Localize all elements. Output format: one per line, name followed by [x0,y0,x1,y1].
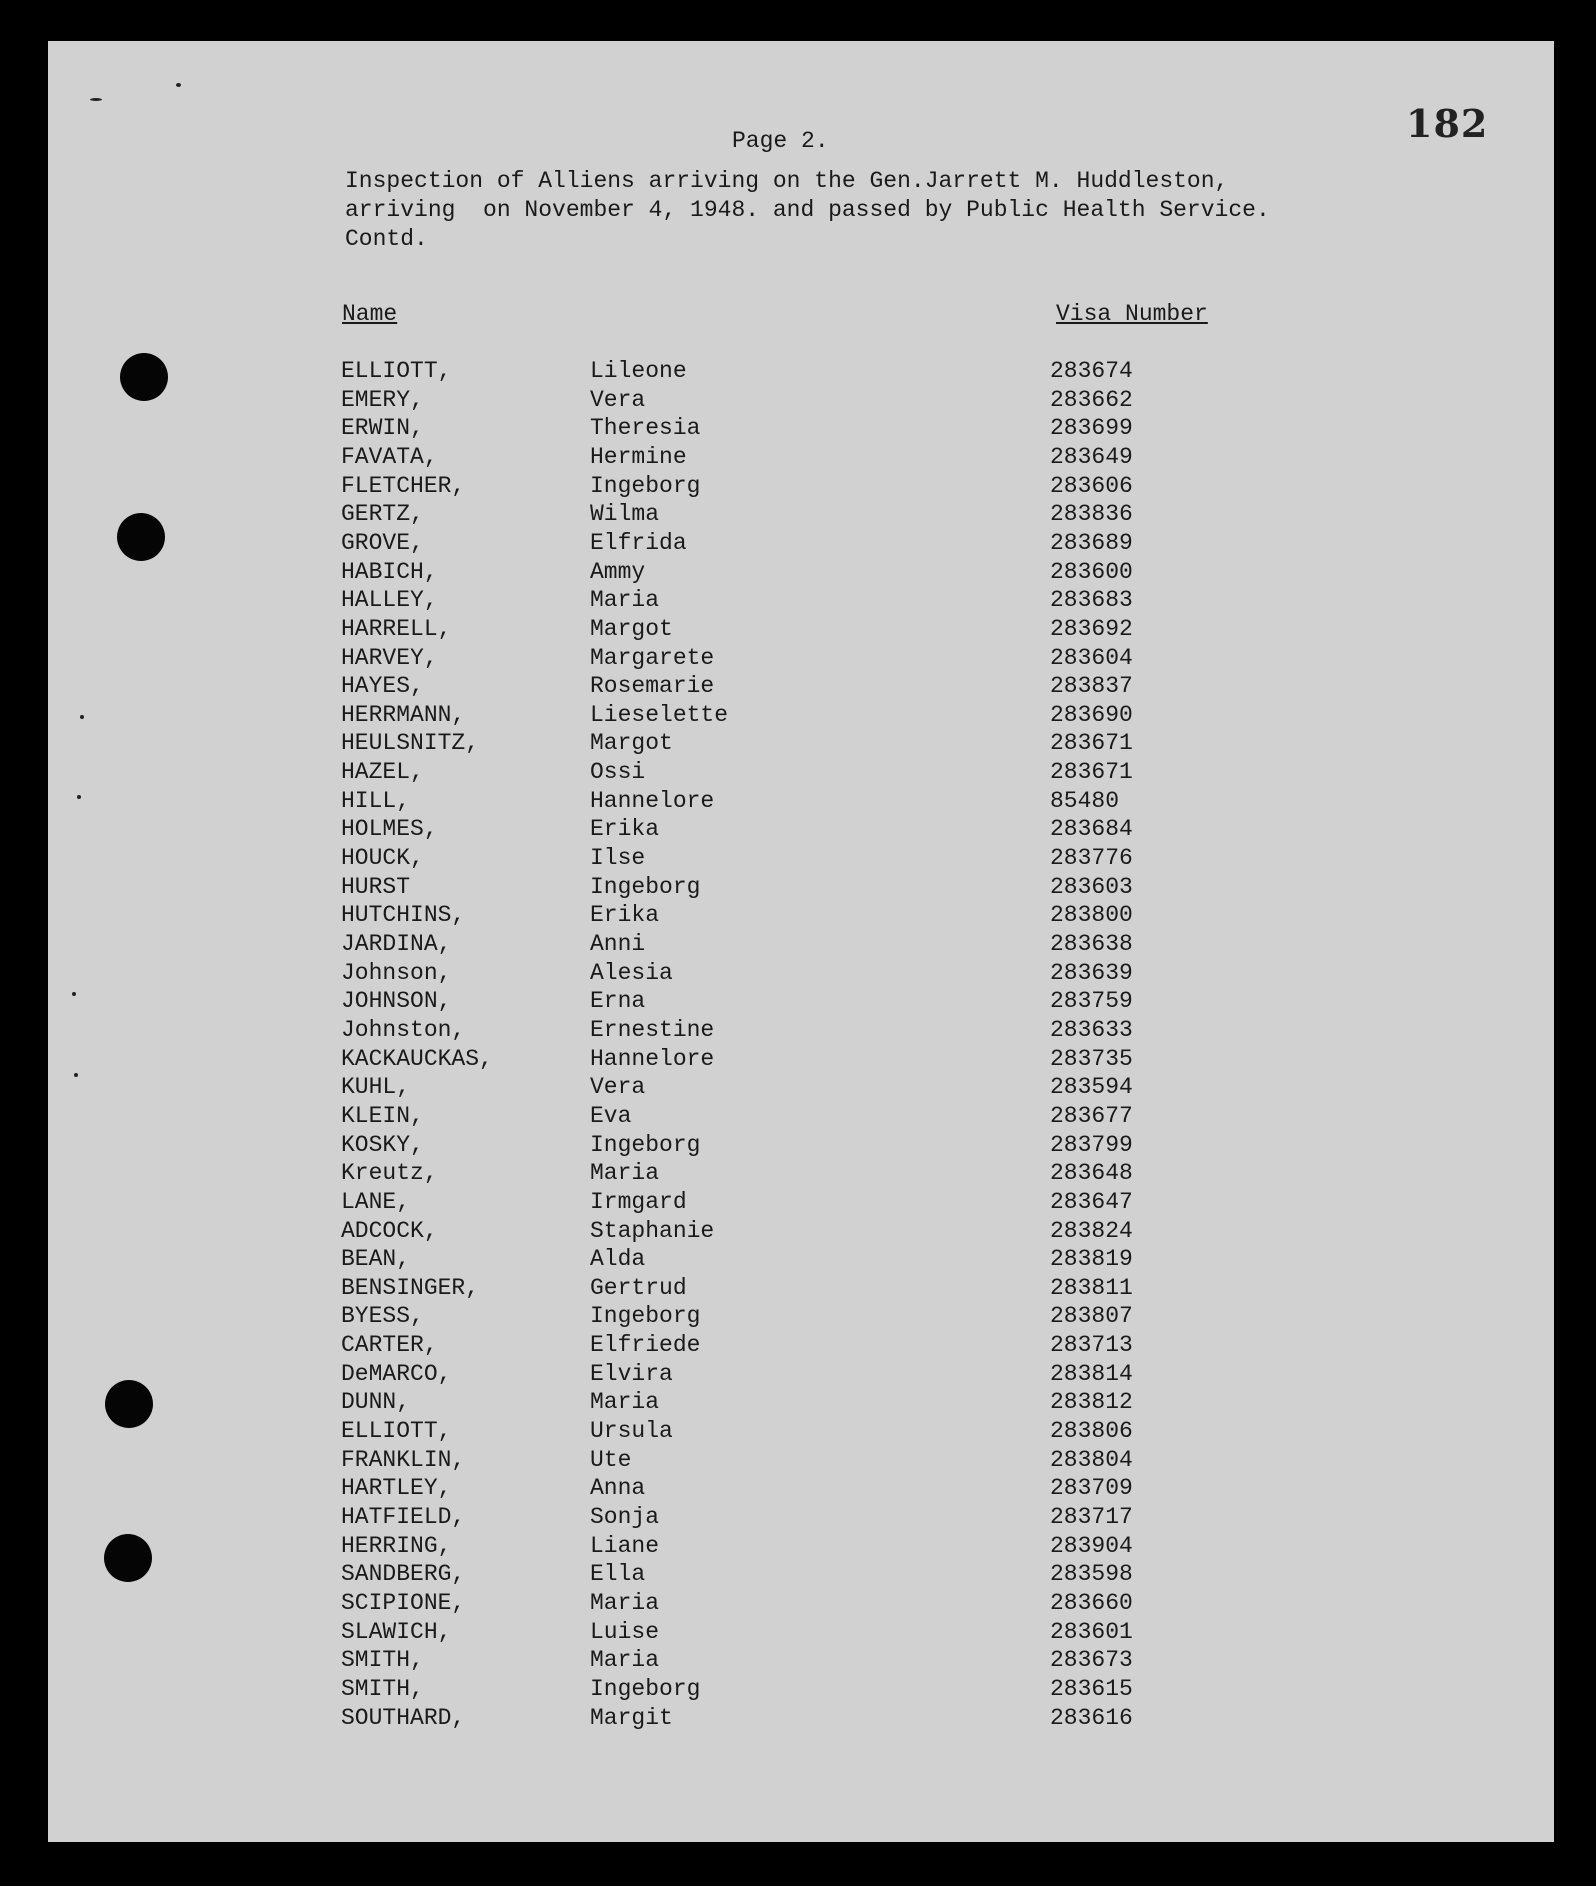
surname-cell: HERRING, [341,1532,452,1559]
given-name-cell: Margarete [590,644,715,671]
visa-number-cell: 283633 [1050,1016,1133,1043]
document-heading [345,167,1270,254]
surname-cell: Johnston, [341,1016,466,1043]
list-item [48,1159,1548,1187]
surname-cell: LANE, [341,1188,411,1215]
list-item [48,1503,1548,1531]
given-name-cell: Anni [590,931,646,957]
list-item [48,386,1548,414]
surname-cell: HARVEY, [341,644,438,671]
surname-cell: KOSKY, [341,1131,424,1158]
list-item [48,472,1548,500]
heading-line: arriving on November 4, 1948. and passed by Public Health Service. [345,197,1270,223]
page-label: Page 2. [732,128,829,154]
given-name-cell: Anna [590,1475,646,1502]
list-item [48,873,1548,901]
given-name-cell: Lileone [590,358,687,384]
list-item [48,1446,1548,1474]
surname-cell: HOUCK, [341,845,424,872]
given-name-cell: Maria [590,1389,660,1416]
list-item [48,1560,1548,1588]
given-name-cell: Margot [590,730,673,757]
visa-number-cell: 283639 [1050,959,1133,986]
given-name-cell: Erika [590,902,660,929]
surname-cell: ELLIOTT, [341,1418,452,1445]
visa-number-cell: 283677 [1050,1102,1133,1129]
surname-cell: EMERY, [341,386,424,413]
visa-number-cell: 283638 [1050,931,1133,957]
list-item [48,500,1548,528]
surname-cell: KACKAUCKAS, [341,1045,493,1072]
list-item [48,1532,1548,1560]
list-item [48,787,1548,815]
list-item [48,558,1548,586]
given-name-cell: Elvira [590,1360,673,1387]
list-item [48,529,1548,557]
surname-cell: GROVE, [341,529,424,556]
visa-number-cell: 283689 [1050,529,1133,556]
list-item [48,901,1548,929]
surname-cell: HILL, [341,787,411,814]
list-item [48,1646,1548,1674]
visa-number-cell: 283647 [1050,1188,1133,1215]
list-item [48,357,1548,385]
visa-number-cell: 283807 [1050,1303,1133,1330]
visa-number-cell: 283759 [1050,988,1133,1015]
given-name-cell: Lieselette [590,701,729,728]
list-item [48,1131,1548,1159]
ink-speck [176,83,181,87]
surname-cell: FRANKLIN, [341,1446,466,1473]
surname-cell: HUTCHINS, [341,902,466,929]
list-item [48,1274,1548,1302]
list-item [48,1016,1548,1044]
visa-number-cell: 283606 [1050,472,1133,499]
given-name-cell: Margit [590,1704,673,1731]
list-item [48,586,1548,614]
surname-cell: HALLEY, [341,587,438,614]
list-item [48,729,1548,757]
folio-number: 182 [1406,101,1489,146]
list-item [48,1302,1548,1330]
surname-cell: SLAWICH, [341,1618,452,1645]
given-name-cell: Ingeborg [590,1675,701,1702]
given-name-cell: Ursula [590,1418,673,1445]
visa-number-cell: 283615 [1050,1675,1133,1702]
visa-number-cell: 283735 [1050,1045,1133,1072]
visa-number-cell: 283836 [1050,501,1133,528]
visa-number-cell: 283671 [1050,759,1133,786]
visa-number-cell: 283684 [1050,816,1133,843]
visa-number-cell: 283662 [1050,386,1133,413]
visa-number-cell: 283709 [1050,1475,1133,1502]
visa-number-cell: 283814 [1050,1360,1133,1387]
list-item [48,1360,1548,1388]
given-name-cell: Erna [590,988,646,1015]
visa-number-cell: 283806 [1050,1418,1133,1445]
ink-speck [90,98,102,101]
surname-cell: DeMARCO, [341,1360,452,1387]
list-item [48,1245,1548,1273]
given-name-cell: Ammy [590,558,646,585]
surname-cell: HOLMES, [341,816,438,843]
visa-number-cell: 283837 [1050,673,1133,700]
given-name-cell: Hannelore [590,1045,715,1072]
surname-cell: HABICH, [341,558,438,585]
surname-cell: HURST [341,873,411,900]
visa-number-cell: 283601 [1050,1618,1133,1645]
given-name-cell: Ute [590,1446,632,1473]
surname-cell: SANDBERG, [341,1561,466,1588]
visa-number-cell: 283671 [1050,730,1133,757]
surname-cell: KUHL, [341,1074,411,1101]
list-item [48,644,1548,672]
surname-cell: HEULSNITZ, [341,730,480,757]
given-name-cell: Irmgard [590,1188,687,1215]
list-item [48,672,1548,700]
surname-cell: Johnson, [341,959,452,986]
visa-number-cell: 283699 [1050,415,1133,442]
visa-number-cell: 283598 [1050,1561,1133,1588]
heading-line: Contd. [345,226,428,252]
given-name-cell: Elfrida [590,529,687,556]
list-item [48,443,1548,471]
list-item [48,758,1548,786]
list-item [48,1474,1548,1502]
given-name-cell: Alda [590,1246,646,1273]
visa-number-cell: 283692 [1050,615,1133,642]
given-name-cell: Maria [590,587,660,614]
surname-cell: SMITH, [341,1647,424,1674]
visa-number-cell: 283811 [1050,1274,1133,1301]
given-name-cell: Luise [590,1618,660,1645]
surname-cell: HARRELL, [341,615,452,642]
visa-number-cell: 283717 [1050,1504,1133,1530]
visa-number-cell: 283603 [1050,873,1133,900]
list-item [48,1217,1548,1245]
given-name-cell: Ingeborg [590,1303,701,1330]
visa-number-cell: 283776 [1050,845,1133,872]
given-name-cell: Ernestine [590,1016,715,1043]
list-item [48,1073,1548,1101]
visa-number-cell: 283683 [1050,587,1133,614]
given-name-cell: Hermine [590,443,687,470]
given-name-cell: Ingeborg [590,873,701,900]
list-item [48,930,1548,958]
given-name-cell: Sonja [590,1504,660,1530]
given-name-cell: Ossi [590,759,646,786]
surname-cell: HARTLEY, [341,1475,452,1502]
list-item [48,615,1548,643]
list-item [48,414,1548,442]
given-name-cell: Gertrud [590,1274,687,1301]
given-name-cell: Vera [590,386,646,413]
list-item [48,701,1548,729]
list-item [48,1331,1548,1359]
visa-number-cell: 283648 [1050,1160,1133,1187]
surname-cell: KLEIN, [341,1102,424,1129]
column-header-name: Name [342,301,398,327]
visa-number-cell: 283604 [1050,644,1133,671]
given-name-cell: Ingeborg [590,1131,701,1158]
surname-cell: FLETCHER, [341,472,466,499]
visa-number-cell: 283804 [1050,1446,1133,1473]
visa-number-cell: 283799 [1050,1131,1133,1158]
visa-number-cell: 283600 [1050,558,1133,585]
list-item [48,815,1548,843]
visa-number-cell: 283674 [1050,358,1133,384]
list-item [48,1704,1548,1732]
surname-cell: JARDINA, [341,931,452,957]
column-header-visa: Visa Number [1056,301,1208,327]
surname-cell: BEAN, [341,1246,411,1273]
visa-number-cell: 283594 [1050,1074,1133,1101]
visa-number-cell: 283904 [1050,1532,1133,1559]
visa-number-cell: 85480 [1050,787,1120,814]
given-name-cell: Ilse [590,845,646,872]
given-name-cell: Erika [590,816,660,843]
visa-number-cell: 283800 [1050,902,1133,929]
given-name-cell: Margot [590,615,673,642]
surname-cell: HAYES, [341,673,424,700]
surname-cell: BENSINGER, [341,1274,480,1301]
list-item [48,1618,1548,1646]
given-name-cell: Liane [590,1532,660,1559]
surname-cell: SCIPIONE, [341,1589,466,1616]
list-item [48,1045,1548,1073]
surname-cell: HERRMANN, [341,701,466,728]
list-item [48,987,1548,1015]
given-name-cell: Eva [590,1102,632,1129]
list-item [48,1417,1548,1445]
surname-cell: ELLIOTT, [341,358,452,384]
visa-number-cell: 283616 [1050,1704,1133,1731]
list-item [48,1589,1548,1617]
visa-number-cell: 283713 [1050,1332,1133,1359]
visa-number-cell: 283690 [1050,701,1133,728]
given-name-cell: Theresia [590,415,701,442]
given-name-cell: Maria [590,1160,660,1187]
surname-cell: SOUTHARD, [341,1704,466,1731]
surname-cell: HATFIELD, [341,1504,466,1530]
given-name-cell: Maria [590,1589,660,1616]
given-name-cell: Staphanie [590,1217,715,1244]
list-item [48,1102,1548,1130]
surname-cell: CARTER, [341,1332,438,1359]
list-item [48,844,1548,872]
surname-cell: JOHNSON, [341,988,452,1015]
surname-cell: BYESS, [341,1303,424,1330]
given-name-cell: Alesia [590,959,673,986]
surname-cell: HAZEL, [341,759,424,786]
visa-number-cell: 283824 [1050,1217,1133,1244]
surname-cell: DUNN, [341,1389,411,1416]
visa-number-cell: 283812 [1050,1389,1133,1416]
visa-number-cell: 283819 [1050,1246,1133,1273]
list-item [48,1675,1548,1703]
given-name-cell: Hannelore [590,787,715,814]
visa-number-cell: 283660 [1050,1589,1133,1616]
surname-cell: ERWIN, [341,415,424,442]
surname-cell: Kreutz, [341,1160,438,1187]
surname-cell: SMITH, [341,1675,424,1702]
given-name-cell: Vera [590,1074,646,1101]
given-name-cell: Ingeborg [590,472,701,499]
heading-line: Inspection of Alliens arriving on the Gen.Jarrett M. Huddleston, [345,168,1229,194]
list-item [48,1388,1548,1416]
given-name-cell: Rosemarie [590,673,715,700]
given-name-cell: Maria [590,1647,660,1674]
surname-cell: GERTZ, [341,501,424,528]
document-page [48,41,1554,1842]
list-item [48,959,1548,987]
given-name-cell: Ella [590,1561,646,1588]
surname-cell: ADCOCK, [341,1217,438,1244]
visa-number-cell: 283673 [1050,1647,1133,1674]
surname-cell: FAVATA, [341,443,438,470]
visa-number-cell: 283649 [1050,443,1133,470]
given-name-cell: Wilma [590,501,660,528]
list-item [48,1188,1548,1216]
given-name-cell: Elfriede [590,1332,701,1359]
